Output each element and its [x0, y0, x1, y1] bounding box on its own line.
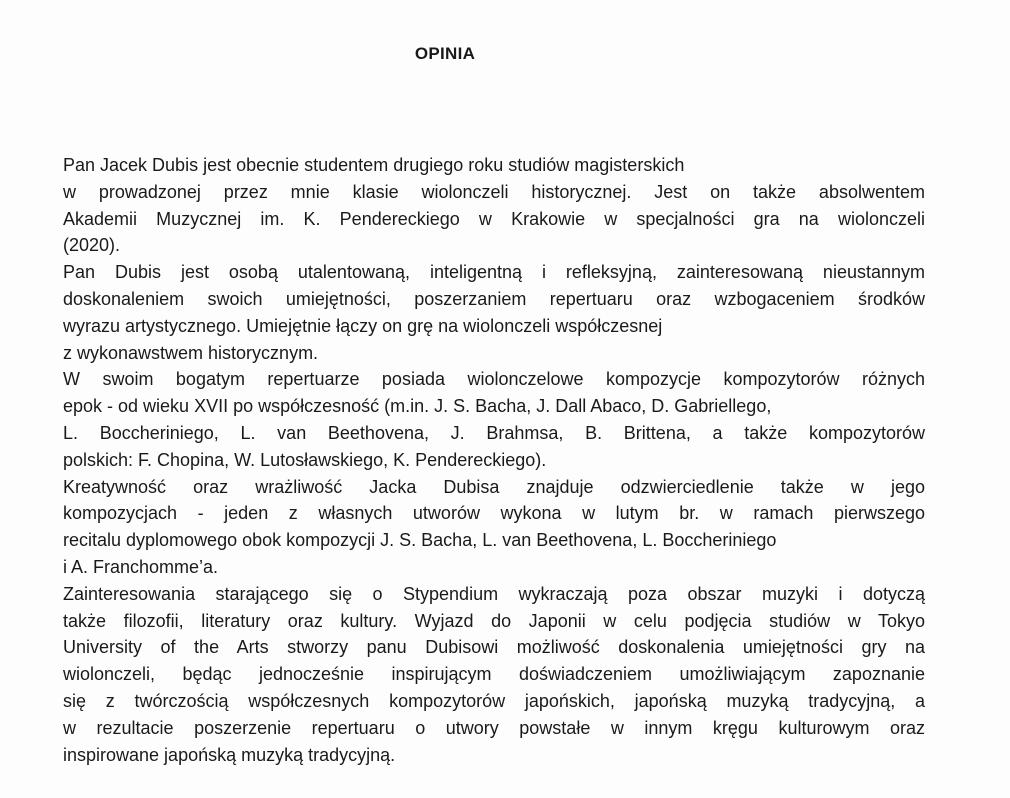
- text-line: Kreatywność oraz wrażliwość Jacka Dubisa znajduje odzwierciedlenie także w jego: [63, 476, 925, 497]
- text-line: epok - od wieku XVII po współczesność (m.in. J. S. Bacha, J. Dall Abaco, D. Gabriellego,: [63, 396, 772, 417]
- text-line: recitalu dyplomowego obok kompozycji J. S. Bacha, L. van Beethovena, L. Boccheriniego: [63, 530, 777, 551]
- document-title: OPINIA: [414, 44, 476, 63]
- text-line: wiolonczeli, będąc jednocześnie inspirującym doświadczeniem umożliwiającym zapoznanie: [63, 664, 925, 685]
- text-line: Pan Jacek Dubis jest obecnie studentem drugiego roku studiów magisterskich: [63, 155, 685, 175]
- text-line: kompozycjach - jeden z własnych utworów wykona w lutym br. w ramach pierwszego: [63, 503, 925, 524]
- text-line: doskonaleniem swoich umiejętności, poszerzaniem repertuaru oraz wzbogaceniem środków: [63, 288, 925, 309]
- text-line: i A. Franchomme’a.: [63, 556, 219, 577]
- text-line: Zainteresowania starającego się o Stypendium wykraczają poza obszar muzyki i dotyczą: [63, 583, 925, 604]
- text-line: Akademii Muzycznej im. K. Pendereckiego w Krakowie w specjalności gra na wiolonczeli: [63, 208, 925, 229]
- text-line: University of the Arts stworzy panu Dubisowi możliwość doskonalenia umiejętności gry na: [63, 637, 925, 658]
- document-body: [63, 152, 925, 768]
- text-line: inspirowane japońską muzyką tradycyjną.: [63, 744, 396, 765]
- text-line: (2020).: [63, 235, 121, 256]
- text-line: w rezultacie poszerzenie repertuaru o utwory powstałe w innym kręgu kulturowym oraz: [63, 717, 925, 738]
- text-line: L. Boccheriniego, L. van Beethovena, J. Brahmsa, B. Brittena, a także kompozytorów: [63, 422, 925, 443]
- text-line: się z twórczością współczesnych kompozytorów japońskich, japońską muzyką tradycyjną, a: [63, 690, 925, 711]
- text-line: także filozofii, literatury oraz kultury. Wyjazd do Japonii w celu podjęcia studiów w Tokyo: [63, 610, 925, 631]
- text-line: w prowadzonej przez mnie klasie wiolonczeli historycznej. Jest on także absolwentem: [63, 181, 925, 202]
- text-line: W swoim bogatym repertuarze posiada wiolonczelowe kompozycje kompozytorów różnych: [63, 369, 925, 390]
- text-line: z wykonawstwem historycznym.: [63, 342, 319, 363]
- text-line: Pan Dubis jest osobą utalentowaną, inteligentną i refleksyjną, zainteresowaną nieustannym: [63, 262, 925, 283]
- text-line: wyrazu artystycznego. Umiejętnie łączy on grę na wiolonczeli współczesnej: [63, 315, 663, 336]
- text-line: polskich: F. Chopina, W. Lutosławskiego, K. Pendereckiego).: [63, 449, 547, 470]
